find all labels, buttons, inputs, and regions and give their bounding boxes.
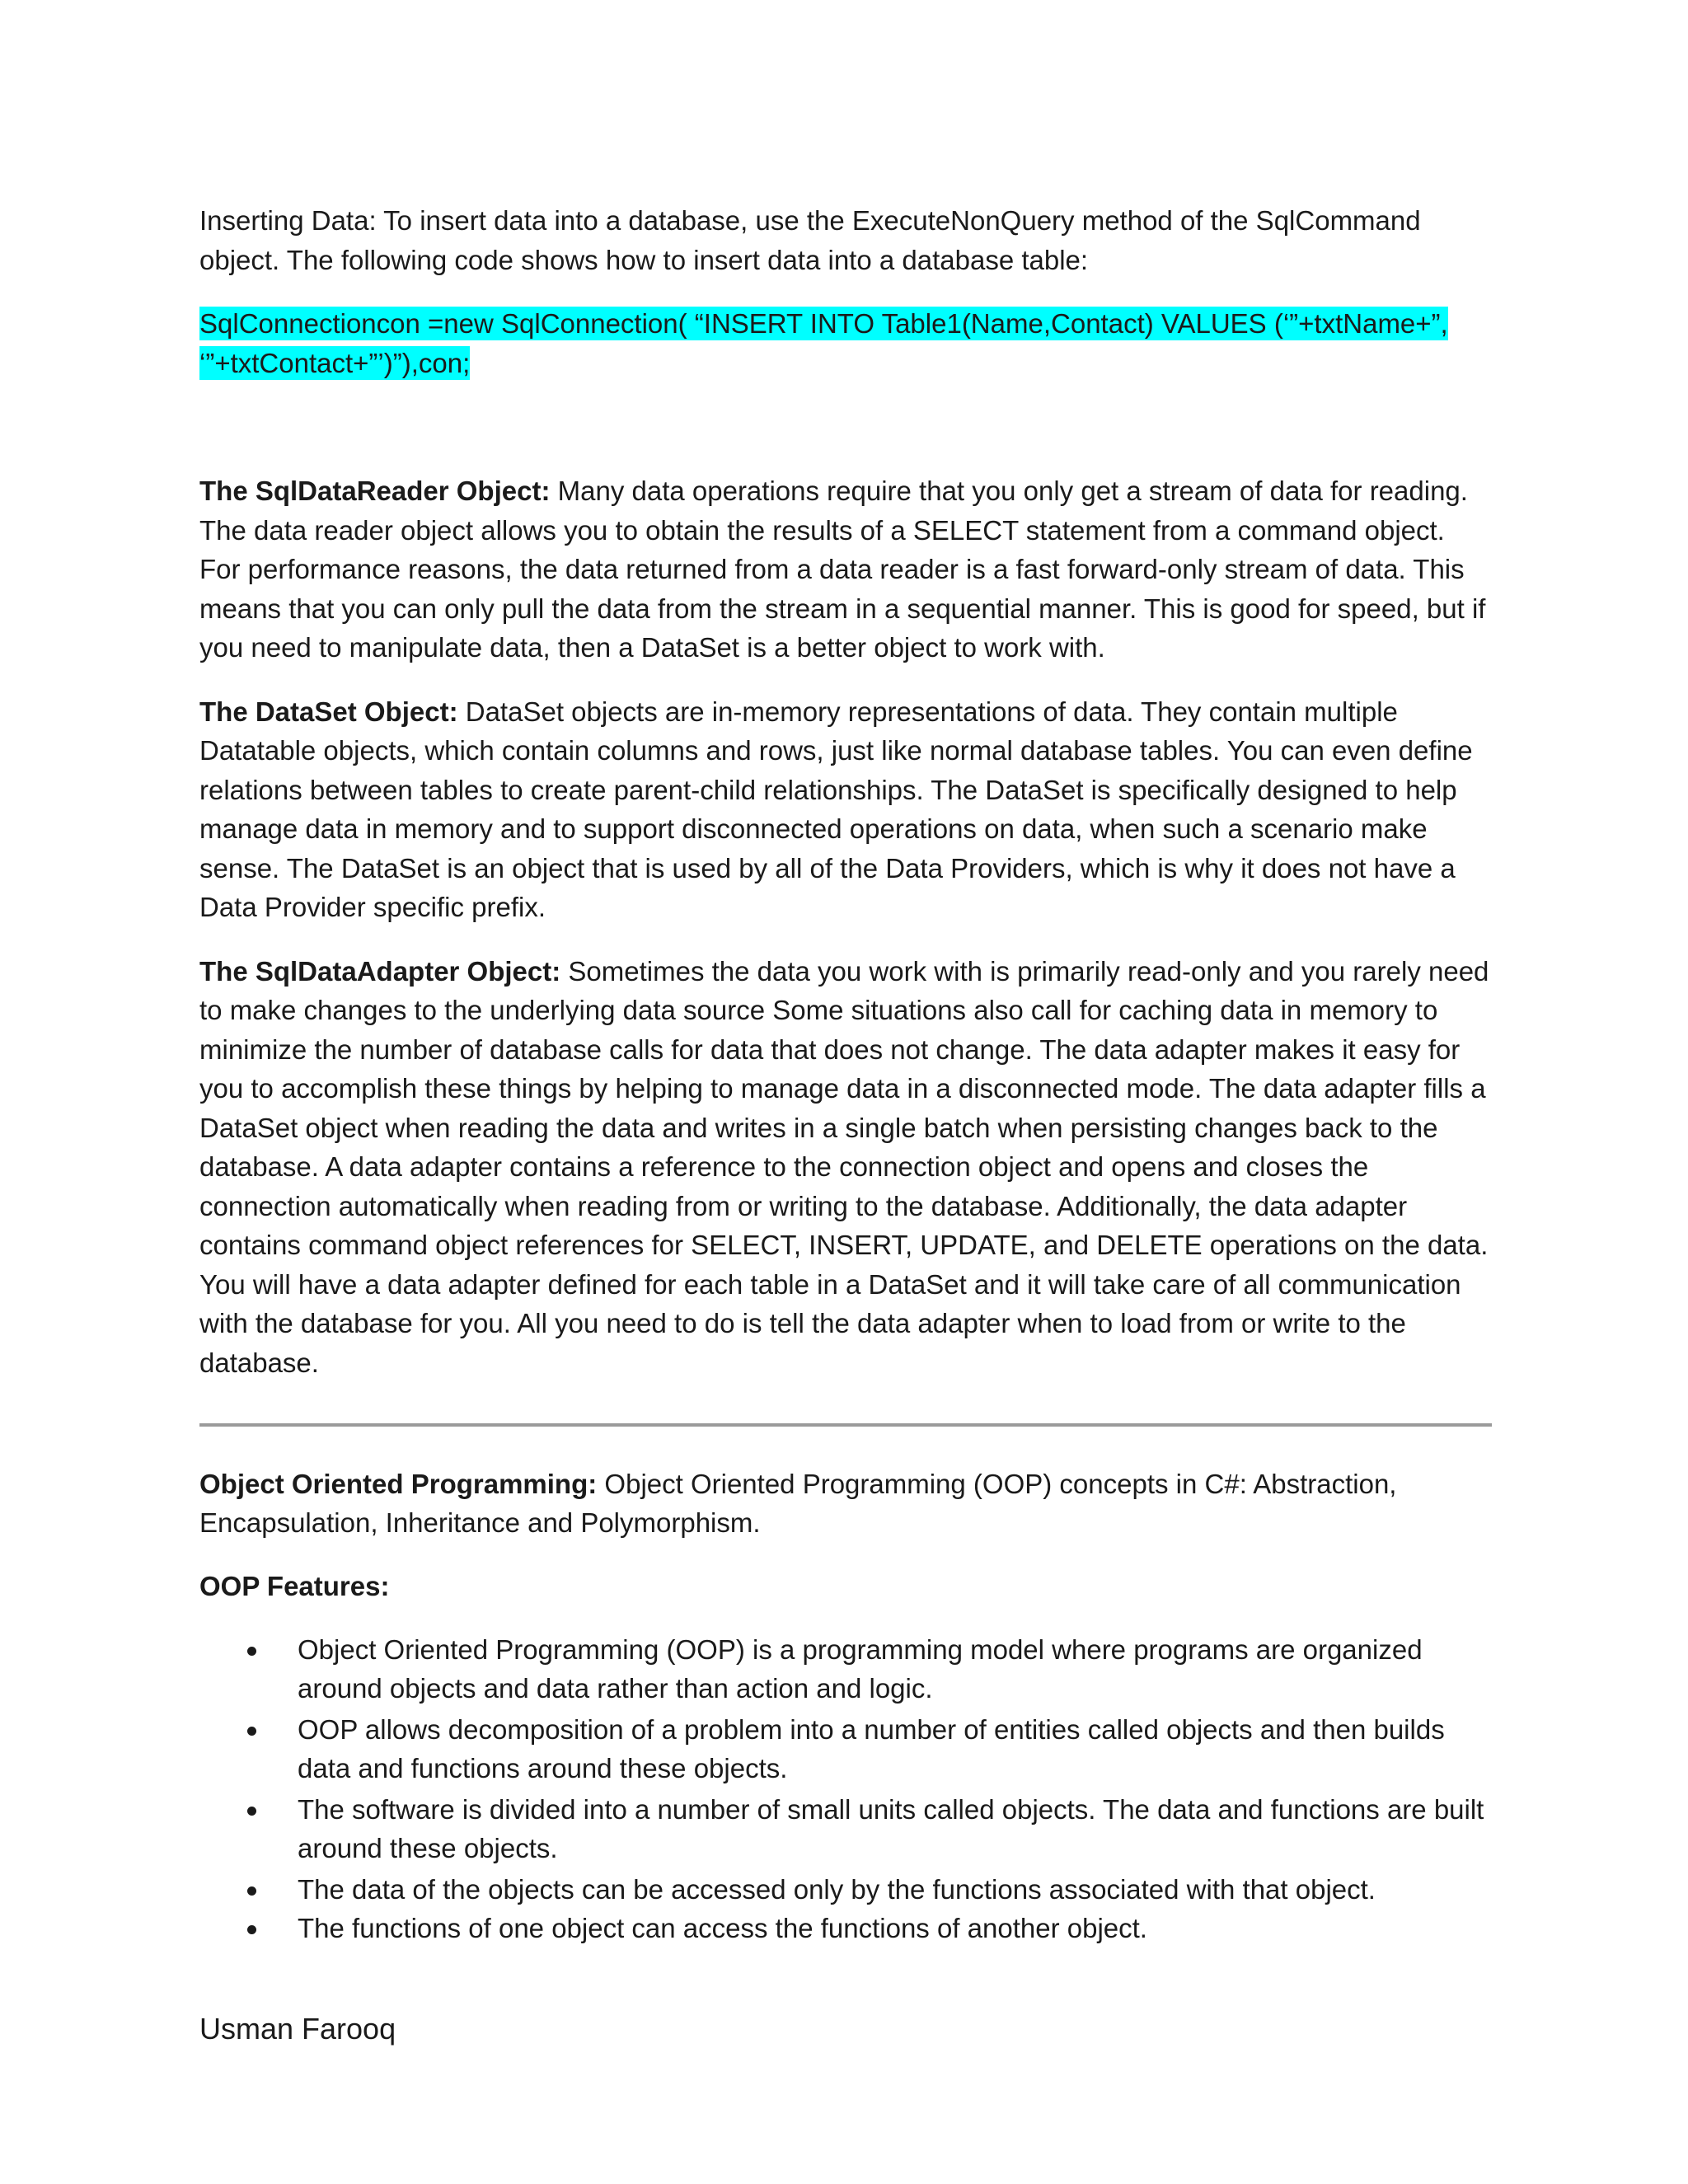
list-item	[199, 1630, 1490, 1708]
code-line-2: ‘”+txtContact+”’)”),con;	[199, 347, 471, 378]
sqldataadapter-body: Sometimes the data you work with is primarily read-only and you rarely need to make changes to the underlying data source Some situations also call for caching data in memory to minimize the number of database calls for data that does not change. The data adapter makes it easy for you to accomplish these things by helping to manage data in a disconnected mode. The data adapter fills a DataSet object when reading the data and writes in a single batch when persisting changes back to the database. A data adapter contains a reference to the connection object and opens and closes the connection automatically when reading from or writing to the database. Additionally, the data adapter contains command object references for SELECT, INSERT, UPDATE, and DELETE operations on the data. You will have a data adapter defined for each table in a DataSet and it will take care of all communication with the database for you. All you need to do is tell the data adapter when to load from or write to the database.	[199, 955, 1489, 1378]
intro-paragraph: Inserting Data: To insert data into a database, use the ExecuteNonQuery method of the SqlCommand object. The following code shows how to insert data into a database table:	[199, 205, 1421, 275]
sqldatareader-heading: The SqlDataReader Object:	[199, 476, 551, 506]
bullet-icon	[247, 1647, 256, 1656]
bullet-icon	[247, 1886, 256, 1896]
list-item	[199, 1870, 1490, 1909]
oop-features-heading: OOP Features:	[199, 1571, 390, 1601]
list-item-text: OOP allows decomposition of a problem into a number of entities called objects and then builds data and functions around these objects.	[298, 1714, 1445, 1783]
horizontal-divider	[199, 1423, 1492, 1427]
list-item-text: Object Oriented Programming (OOP) is a programming model where programs are organized around objects and data rather than action and logic.	[298, 1634, 1423, 1704]
page-content-bottom	[199, 1465, 1490, 1947]
list-item-text: The software is divided into a number of small units called objects. The data and functions are built around these objects.	[298, 1794, 1484, 1863]
list-item-text: The functions of one object can access the functions of another object.	[298, 1913, 1147, 1943]
sqldatareader-body: Many data operations require that you only get a stream of data for reading. The data reader object allows you to obtain the results of a SELECT statement from a command object. For performance reasons, the data returned from a data reader is a fast forward-only stream of data. This means that you can only pull the data from the stream in a sequential manner. This is good for speed, but if you need to manipulate data, then a DataSet is a better object to work with.	[199, 476, 1486, 663]
oop-heading: Object Oriented Programming:	[199, 1469, 598, 1499]
bullet-icon	[247, 1727, 256, 1736]
sqldataadapter-paragraph	[199, 952, 1490, 1383]
oop-paragraph	[199, 1465, 1490, 1542]
code-line-1: SqlConnectioncon =new SqlConnection( “INSERT INTO Table1(Name,Contact) VALUES (‘”+txtName+”,	[199, 308, 1448, 339]
dataset-paragraph	[199, 692, 1490, 927]
footer-author: Usman Farooq	[199, 2012, 396, 2046]
bullet-icon	[247, 1925, 256, 1934]
list-item	[199, 1710, 1490, 1788]
list-item-text: The data of the objects can be accessed only by the functions associated with that object.	[298, 1874, 1376, 1905]
oop-features-list	[199, 1630, 1490, 1947]
oop-body: Object Oriented Programming (OOP) concepts in C#: Abstraction, Encapsulation, Inheritance and Polymorphism.	[199, 1469, 1397, 1538]
code-snippet	[199, 304, 1490, 382]
sqldataadapter-heading: The SqlDataAdapter Object:	[199, 955, 561, 987]
sqldatareader-paragraph	[199, 471, 1490, 668]
dataset-heading: The DataSet Object:	[199, 696, 458, 727]
page-content-top	[199, 201, 1490, 1407]
bullet-icon	[247, 1807, 256, 1816]
dataset-body: DataSet objects are in-memory representations of data. They contain multiple Datatable objects, which contain columns and rows, just like normal database tables. You can even define relations between tables to create parent-child relationships. The DataSet is specifically designed to help manage data in memory and to support disconnected operations on data, when such a scenario make sense. The DataSet is an object that is used by all of the Data Providers, which is why it does not have a Data Provider specific prefix.	[199, 696, 1473, 922]
list-item	[199, 1909, 1490, 1947]
list-item	[199, 1790, 1490, 1868]
